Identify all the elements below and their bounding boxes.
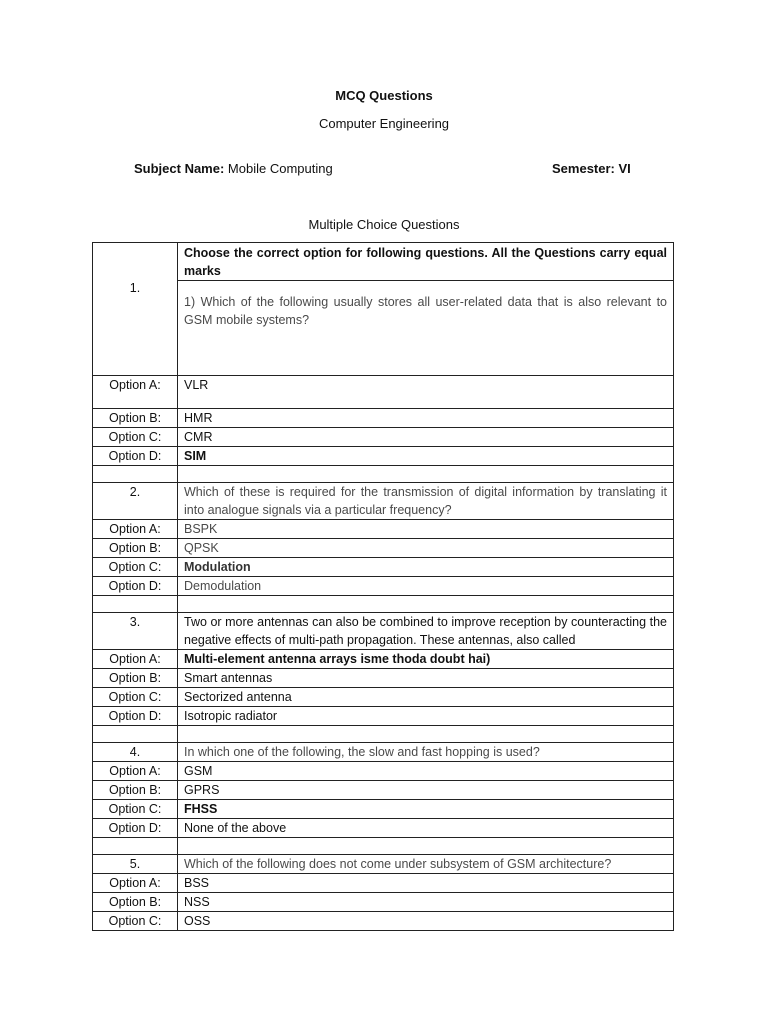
option-row [93,707,674,726]
option-row [93,893,674,912]
question-number: 4. [93,743,178,762]
option-text: OSS [178,912,674,931]
question-cell [178,243,674,376]
option-row [93,558,674,577]
option-text: HMR [178,409,674,428]
question-text: Which of these is required for the transmission of digital information by translating it into analogue signals via a particular frequency? [178,483,674,520]
option-label: Option C: [93,428,178,447]
option-label: Option A: [93,376,178,409]
option-label: Option B: [93,539,178,558]
option-text: Isotropic radiator [178,707,674,726]
option-text: None of the above [178,819,674,838]
option-text: SIM [178,447,674,466]
document-title: MCQ Questions [335,88,433,103]
option-text: Modulation [178,558,674,577]
option-text: BSS [178,874,674,893]
option-row [93,819,674,838]
question-row [93,613,674,650]
question-text: Two or more antennas can also be combined to improve reception by counteracting the negative effects of multi-path propagation. These antennas, also called [178,613,674,650]
option-label: Option A: [93,762,178,781]
option-text: QPSK [178,539,674,558]
question-number: 5. [93,855,178,874]
question-row [93,855,674,874]
option-row [93,669,674,688]
question-text: Which of the following does not come under subsystem of GSM architecture? [178,855,674,874]
option-label: Option C: [93,688,178,707]
option-row [93,539,674,558]
question-number: 3. [93,613,178,650]
option-text: Smart antennas [178,669,674,688]
semester-line [552,161,631,176]
option-label: Option D: [93,577,178,596]
option-row [93,912,674,931]
question-text: 1) Which of the following usually stores all user-related data that is also relevant to GSM mobile systems? [178,280,673,347]
subject-value: Mobile Computing [224,161,333,176]
option-label: Option D: [93,447,178,466]
semester-value: VI [614,161,631,176]
question-row [93,743,674,762]
option-label: Option B: [93,409,178,428]
option-text: BSPK [178,520,674,539]
subject-label: Subject Name: [134,161,225,176]
option-label: Option A: [93,520,178,539]
question-number: 1. [93,243,178,376]
option-row [93,781,674,800]
mcq-table [92,242,674,931]
option-label: Option B: [93,781,178,800]
option-label: Option C: [93,912,178,931]
semester-label: Semester: [552,161,615,176]
option-row [93,762,674,781]
option-text: VLR [178,376,674,409]
subject-line [134,161,333,176]
option-text: CMR [178,428,674,447]
spacer-row [93,596,674,613]
option-label: Option C: [93,800,178,819]
spacer-row [93,466,674,483]
option-text: NSS [178,893,674,912]
option-label: Option D: [93,707,178,726]
option-text: GSM [178,762,674,781]
spacer-row [93,838,674,855]
option-label: Option B: [93,669,178,688]
option-row [93,520,674,539]
option-text: Demodulation [178,577,674,596]
option-label: Option B: [93,893,178,912]
option-label: Option D: [93,819,178,838]
option-label: Option C: [93,558,178,577]
option-row [93,874,674,893]
question-row [93,243,674,376]
question-row [93,483,674,520]
option-label: Option A: [93,650,178,669]
option-row [93,688,674,707]
option-text: Multi-element antenna arrays isme thoda doubt hai) [178,650,674,669]
option-row [93,800,674,819]
spacer-row [93,726,674,743]
option-row [93,447,674,466]
option-label: Option A: [93,874,178,893]
option-row [93,650,674,669]
instruction-text: Choose the correct option for following questions. All the Questions carry equal marks [184,246,667,278]
department-name: Computer Engineering [318,116,450,131]
option-row [93,376,674,409]
question-number: 2. [93,483,178,520]
option-text: GPRS [178,781,674,800]
section-heading: Multiple Choice Questions [308,217,460,232]
option-text: Sectorized antenna [178,688,674,707]
option-row [93,577,674,596]
question-text: In which one of the following, the slow and fast hopping is used? [178,743,674,762]
option-row [93,428,674,447]
option-text: FHSS [178,800,674,819]
option-row [93,409,674,428]
